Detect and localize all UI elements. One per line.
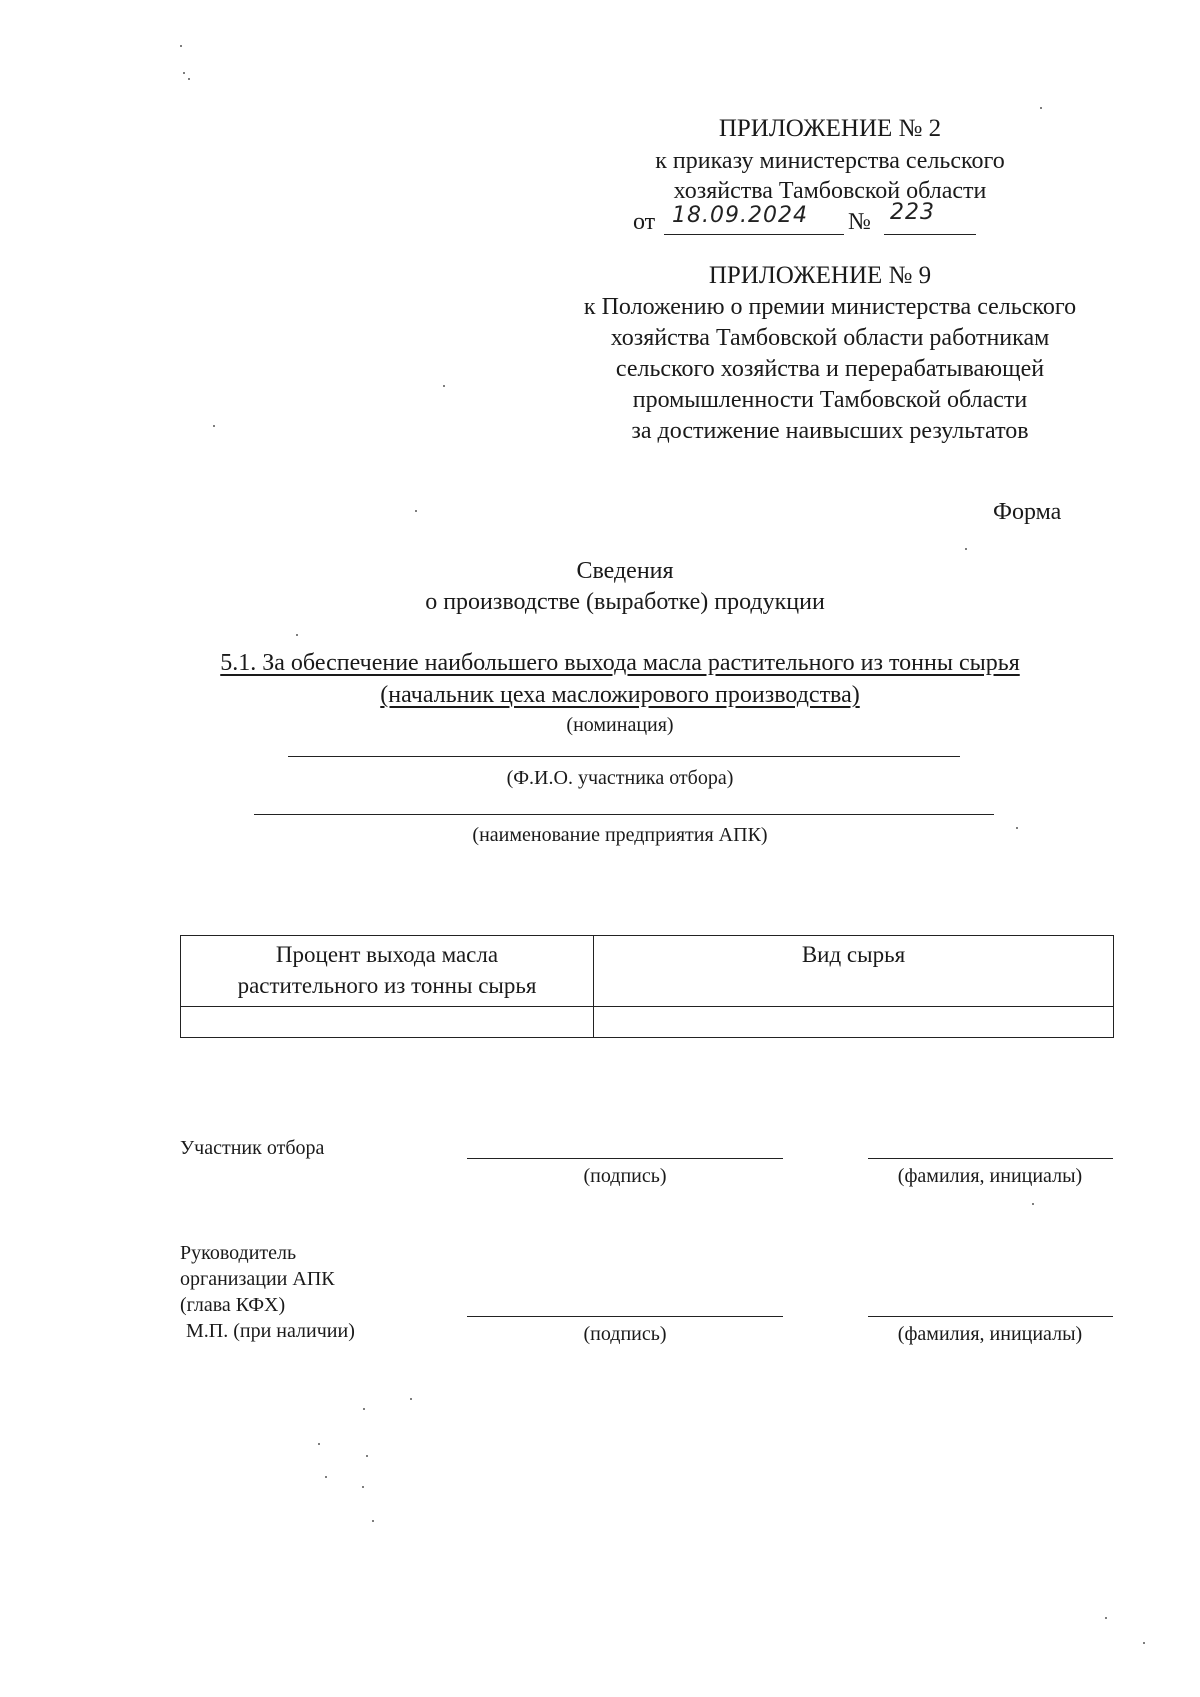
header-oil-yield-line-2: растительного из тонны сырья bbox=[237, 973, 537, 998]
head-signature-caption: (подпись) bbox=[583, 1323, 667, 1345]
head-signature-line bbox=[467, 1316, 783, 1317]
heading-title: Сведения bbox=[576, 558, 674, 584]
participant-name-line bbox=[868, 1158, 1113, 1159]
header-raw-material-line-1: Вид сырья bbox=[801, 942, 906, 967]
number-prefix: № bbox=[848, 209, 871, 235]
head-label-line-1: Руководитель bbox=[180, 1242, 297, 1264]
cell-oil-yield[interactable] bbox=[181, 1007, 594, 1038]
production-table bbox=[180, 935, 1114, 1038]
participant-name-caption: (фамилия, инициалы) bbox=[897, 1165, 1083, 1187]
date-underline bbox=[664, 234, 844, 235]
participant-signature-line bbox=[467, 1158, 783, 1159]
nomination-line-2: (начальник цеха масложирового производства) bbox=[380, 682, 860, 708]
stamp-place-label: М.П. (при наличии) bbox=[186, 1320, 355, 1342]
header-raw-material bbox=[594, 936, 1114, 1007]
head-name-line bbox=[868, 1316, 1113, 1317]
appendix-9-line-5: за достижение наивысших результатов bbox=[631, 418, 1029, 444]
appendix-2-line-2: хозяйства Тамбовской области bbox=[673, 178, 987, 204]
appendix-9-line-1: к Положению о премии министерства сельского bbox=[583, 294, 1077, 320]
participant-label: Участник отбора bbox=[180, 1137, 325, 1159]
head-label-line-2: организации АПК bbox=[180, 1268, 335, 1290]
appendix-2-title: ПРИЛОЖЕНИЕ № 2 bbox=[718, 115, 942, 142]
nomination-caption: (номинация) bbox=[566, 714, 674, 736]
header-oil-yield bbox=[181, 936, 594, 1007]
fio-caption: (Ф.И.О. участника отбора) bbox=[506, 767, 734, 789]
form-label: Форма bbox=[993, 499, 1062, 525]
company-caption: (наименование предприятия АПК) bbox=[472, 824, 768, 846]
participant-signature-caption: (подпись) bbox=[583, 1165, 667, 1187]
nomination-line-1: 5.1. За обеспечение наибольшего выхода масла растительного из тонны сырья bbox=[220, 650, 1020, 676]
number-underline bbox=[884, 234, 976, 235]
company-line bbox=[254, 814, 994, 815]
heading-subtitle: о производстве (выработке) продукции bbox=[425, 589, 825, 615]
date-prefix: от bbox=[633, 209, 656, 235]
appendix-9-line-3: сельского хозяйства и перерабатывающей bbox=[615, 356, 1045, 382]
head-name-caption: (фамилия, инициалы) bbox=[897, 1323, 1083, 1345]
table-header-row bbox=[181, 936, 1114, 1007]
head-label-line-3: (глава КФХ) bbox=[180, 1294, 286, 1316]
header-oil-yield-line-1: Процент выхода масла bbox=[275, 942, 499, 967]
appendix-2-line-1: к приказу министерства сельского bbox=[655, 148, 1005, 174]
appendix-9-line-4: промышленности Тамбовской области bbox=[632, 387, 1028, 413]
handwritten-number: 223 bbox=[890, 200, 935, 225]
appendix-9-title: ПРИЛОЖЕНИЕ № 9 bbox=[708, 262, 932, 289]
fio-line bbox=[288, 756, 960, 757]
table-row bbox=[181, 1007, 1114, 1038]
handwritten-date: 18.09.2024 bbox=[672, 203, 808, 228]
appendix-9-line-2: хозяйства Тамбовской области работникам bbox=[610, 325, 1050, 351]
cell-raw-material[interactable] bbox=[594, 1007, 1114, 1038]
